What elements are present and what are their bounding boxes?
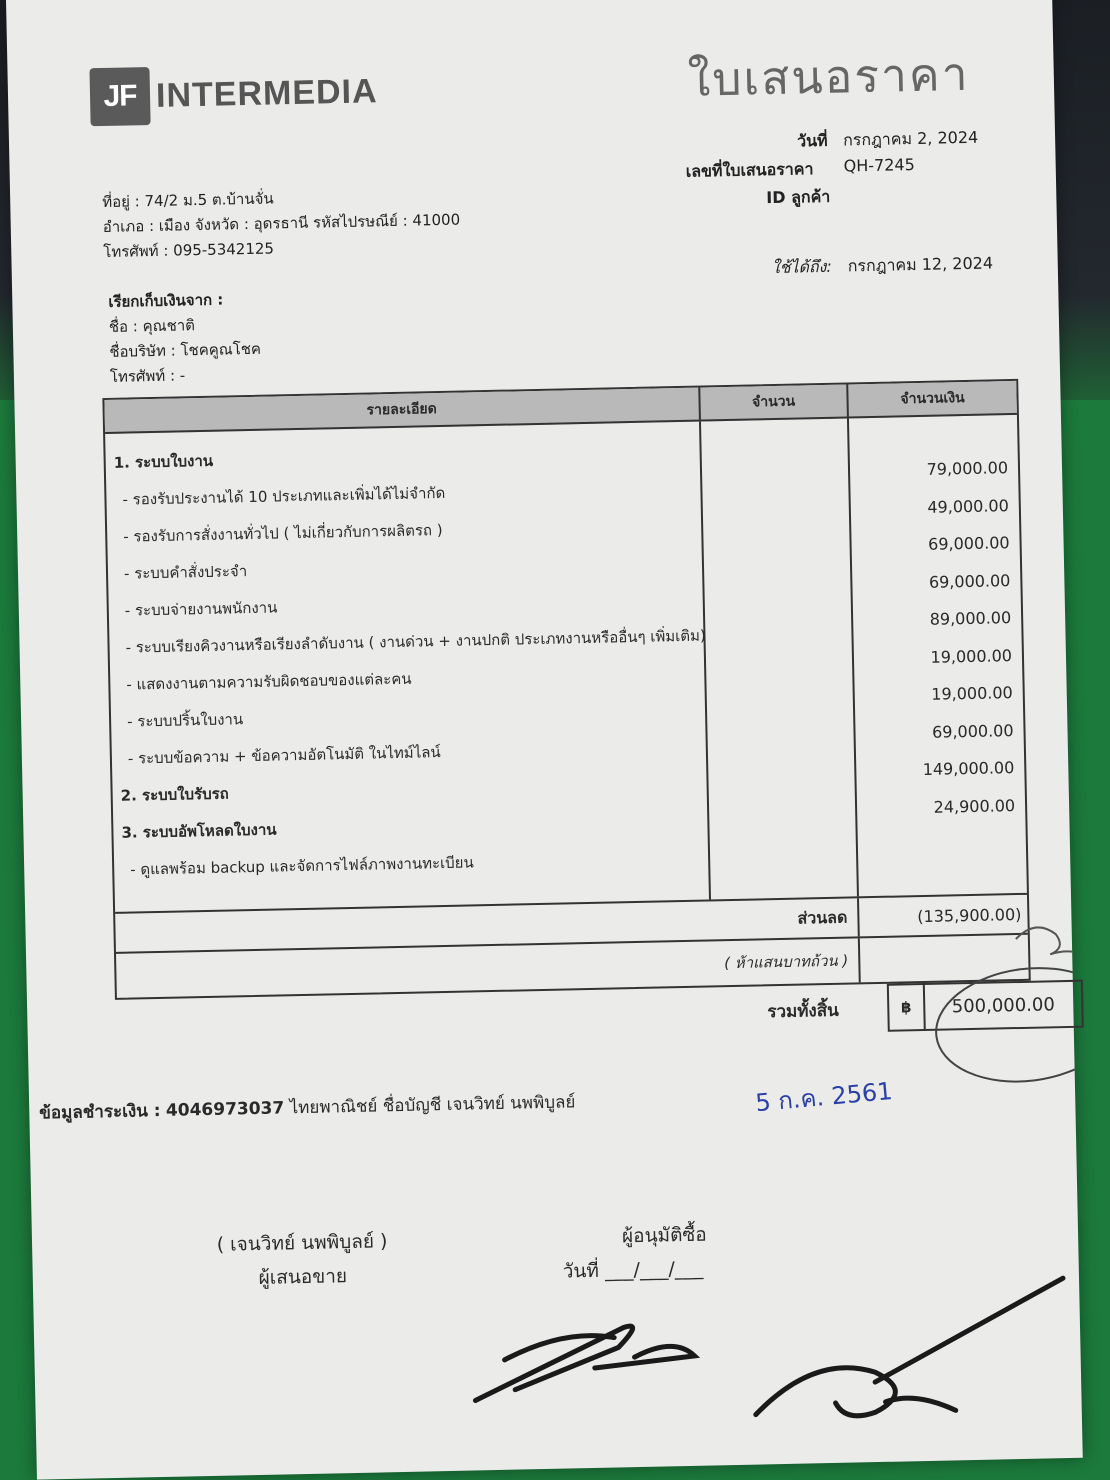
payment-info [39, 1088, 576, 1126]
address-line-3: โทรศัพท์ : 095-5342125 [103, 239, 275, 262]
discount-value: (135,900.00) [917, 904, 1022, 926]
description-column [105, 422, 711, 912]
quotation-paper [6, 0, 1083, 1480]
quantity-column [701, 418, 859, 899]
date-value: กรกฎาคม 2, 2024 [842, 127, 979, 150]
table-row: - ระบบข้อความ + ข้อความอัตโนมัติ ในไทม์ไลน์ [127, 742, 441, 768]
bill-to-phone: โทรศัพท์ : - [109, 366, 186, 386]
payment-account-number: 4046973037 [165, 1098, 285, 1121]
logo-badge: JF [89, 67, 150, 126]
amount-cell: 24,900.00 [933, 795, 1016, 817]
header-amount: จำนวนเงิน [900, 390, 965, 408]
amount-cell: 69,000.00 [927, 533, 1010, 555]
bill-to-name: ชื่อ : คุณชาติ [108, 316, 196, 336]
table-row: - ระบบจ่ายงานพนักงาน [124, 597, 278, 620]
amount-cell: 19,000.00 [930, 645, 1013, 667]
total-box [887, 980, 1084, 1032]
amount-cell: 49,000.00 [927, 495, 1010, 517]
payment-details: ไทยพาณิชย์ ชื่อบัญชี เจนวิทย์ นพพิบูลย์ [289, 1092, 576, 1119]
amount-cell: 69,000.00 [931, 720, 1014, 742]
approval-date-line: วันที่ ___/___/___ [562, 1257, 704, 1283]
bill-to-company: ชื่อบริษัท : โชคคูณโชค [109, 339, 262, 361]
company-address [102, 183, 461, 265]
baht-symbol: ฿ [889, 985, 926, 1030]
table-row: 1. ระบบใบงาน [113, 451, 214, 472]
table-row: 3. ระบบอัพโหลดใบงาน [121, 820, 277, 842]
valid-until-value: กรกฎาคม 12, 2024 [847, 253, 994, 276]
address-line-1: ที่อยู่ : 74/2 ม.5 ต.บ้านจั่น [102, 189, 274, 212]
customer-id-label: ID ลูกค้า [766, 186, 831, 208]
amount-cell: 69,000.00 [928, 570, 1011, 592]
table-body [105, 415, 1027, 914]
seller-name: ( เจนวิทย์ นพพิบูลย์ ) [216, 1230, 388, 1256]
amount-cell: 79,000.00 [926, 458, 1009, 480]
amount-in-words: ( ห้าแสนบาทถ้วน ) [116, 938, 861, 998]
approver-signature-mark [753, 1278, 1066, 1418]
header-description: รายละเอียด [104, 388, 701, 432]
seller-signature-mark [474, 1325, 695, 1401]
amount-column [849, 415, 1027, 896]
quote-number-value: QH-7245 [843, 155, 915, 176]
table-row: - รองรับประงานได้ 10 ประเภทและเพิ่มได้ไม่จำกัด [122, 483, 446, 509]
total-label: รวมทั้งสิ้น [767, 1000, 839, 1023]
stamped-date: 5 ก.ค. 2561 [754, 1076, 894, 1118]
document-title: ใบเสนอราคา [687, 46, 970, 107]
approver-role: ผู้อนุมัติซื้อ [621, 1223, 707, 1248]
table-row: - รองรับการสั่งงานทั่วไป ( ไม่เกี่ยวกับการผลิตรถ ) [123, 520, 443, 546]
table-row: - ดูแลพร้อม backup และจัดการไฟล์ภาพงานทะเบียน [130, 852, 474, 879]
table-row: - ระบบเรียงคิวงานหรือเรียงลำดับงาน ( งานด่วน + งานปกติ ประเภทงานหรืออื่นๆ เพิ่มเติม) [125, 625, 706, 657]
table-row: 2. ระบบใบรับรถ [120, 784, 229, 805]
amount-cell: 149,000.00 [922, 758, 1015, 780]
table-row: - ระบบคำสั่งประจำ [123, 561, 248, 583]
items-table [102, 379, 1030, 1000]
quote-number-label: เลขที่ใบเสนอราคา [685, 159, 814, 181]
discount-label: ส่วนลด [115, 898, 860, 952]
date-label: วันที่ [796, 130, 828, 151]
company-logo [89, 62, 378, 126]
amount-cell: 89,000.00 [929, 608, 1012, 630]
bill-to-heading: เรียกเก็บเงินจาก : [108, 290, 224, 311]
table-row: - แสดงงานตามความรับผิดชอบของแต่ละคน [126, 669, 412, 694]
seller-role: ผู้เสนอขาย [258, 1265, 348, 1289]
amount-cell: 19,000.00 [931, 683, 1013, 705]
bill-to-block [108, 287, 262, 390]
seller-signature-block [192, 1224, 413, 1297]
approver-signature-block [562, 1218, 708, 1289]
address-line-2: อำเภอ : เมือง จังหวัด : อุดรธานี รหัสไปรษณีย์ : 41000 [102, 210, 461, 237]
header-quantity: จำนวน [700, 384, 849, 419]
total-value: 500,000.00 [951, 993, 1056, 1017]
payment-label: ข้อมูลชำระเงิน : [39, 1101, 161, 1124]
logo-text: INTERMEDIA [155, 71, 378, 115]
valid-until-label: ใช้ได้ถึง: [771, 256, 832, 278]
table-row: - ระบบปริ้นใบงาน [126, 709, 244, 731]
